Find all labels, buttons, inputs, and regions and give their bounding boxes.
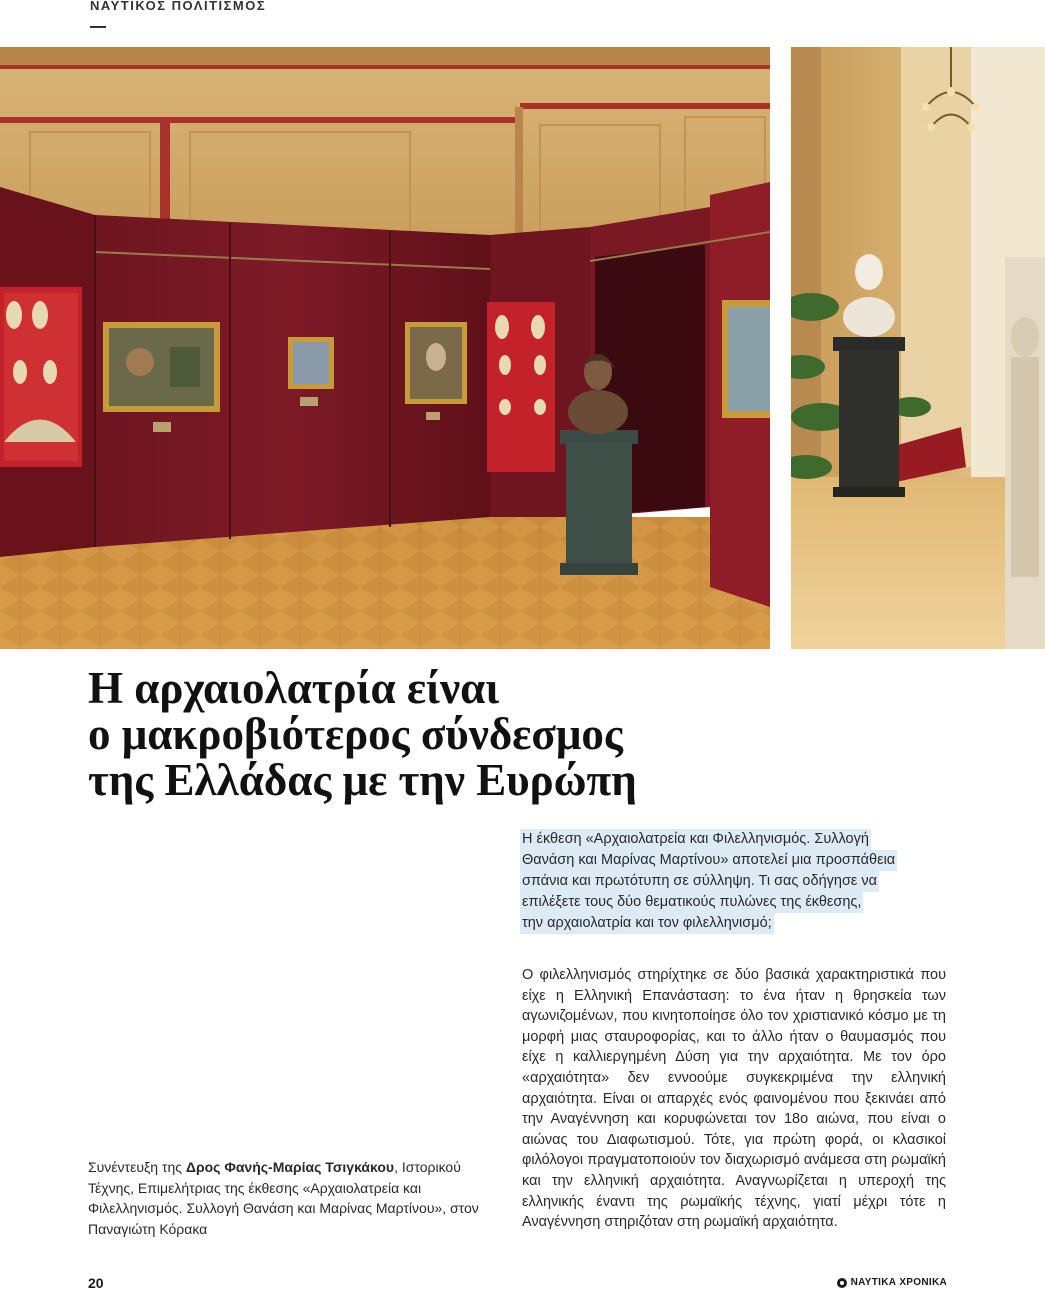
credit-rest: , Ιστορικού Τέχνης, Επιμελήτριας της έκθεσης «Αρχαιολατρεία και Φιλελληνισμός. Συλλογή Θανάση και Μαρίνας Μαρτίνου», στον Παναγιώτη Κόρακα (88, 1159, 479, 1237)
section-label: ΝΑΥΤΙΚΟΣ ΠΟΛΙΤΙΣΜΟΣ (90, 0, 267, 13)
museum-gallery-photo (0, 47, 770, 649)
brand-name: ΝΑΥΤΙΚΑ ΧΡΟΝΙΚΑ (850, 1277, 947, 1288)
brand-logo-icon (837, 1278, 847, 1288)
question-line-5: την αρχαιολατρία και τον φιλελληνισμό; (520, 913, 774, 934)
question-line-2: Θανάση και Μαρίνας Μαρτίνου» αποτελεί μια προσπάθεια (520, 850, 897, 871)
hall-with-bust-photo (791, 47, 1045, 649)
section-divider (90, 26, 106, 28)
interview-credit (88, 1157, 498, 1239)
question-line-3: σπάνια και πρωτότυπη σε σύλληψη. Τι σας οδήγησε να (520, 871, 879, 892)
footer-brand (837, 1277, 947, 1288)
interview-question (520, 829, 960, 934)
headline-line-1: Η αρχαιολατρία είναι (88, 663, 500, 713)
headline-line-3: της Ελλάδας με την Ευρώπη (88, 755, 637, 805)
question-line-4: επιλέξετε τους δύο θεματικούς πυλώνες της έκθεσης, (520, 892, 863, 913)
headline-line-2: ο μακροβιότερος σύνδεσμος (88, 709, 623, 759)
credit-intro: Συνέντευξη της (88, 1159, 186, 1175)
interview-answer: Ο φιλελληνισμός στηρίχτηκε σε δύο βασικά χαρακτηριστικά που είχε η Ελληνική Επανάσταση: το ένα ήταν η θρησκεία των αγωνιζομένων, που κινητοποίησε όλο τον χριστιανικό κόσμο με τη μορφή μιας σταυροφορίας, και το άλλο ήταν ο θαυμασμός που είχε η καλλιεργημένη Δύση για την αρχαιότητα. Με τον όρο «αρχαιότητα» δεν εννοούμε συγκεκριμένα την ελληνική αρχαιότητα. Είναι οι απαρχές ενός φαινομένου που ξεκινάει από την Αναγέννηση και κορυφώνεται τον 18ο αιώνα, που είναι ο αιώνας του Διαφωτισμού. Τότε, για πρώτη φορά, οι κλασικοί φιλόλογοι πραγματοποιούν τον διαχωρισμό ανάμεσα στη ρωμαϊκή και την ελληνική αρχαιότητα. Αναγνωρίζεται η υπεροχή της ελληνικής έναντι της ρωμαϊκής τέχνης, γιατί μέχρι τότε η Αναγέννηση στηριζόταν στη ρωμαϊκή αρχαιότητα. (522, 967, 946, 1231)
question-line-1: Η έκθεση «Αρχαιολατρεία και Φιλελληνισμός. Συλλογή (520, 829, 871, 850)
article-headline (88, 665, 788, 803)
page-number: 20 (88, 1275, 104, 1291)
interviewee-name: Δρος Φανής-Μαρίας Τσιγκάκου (185, 1159, 395, 1175)
